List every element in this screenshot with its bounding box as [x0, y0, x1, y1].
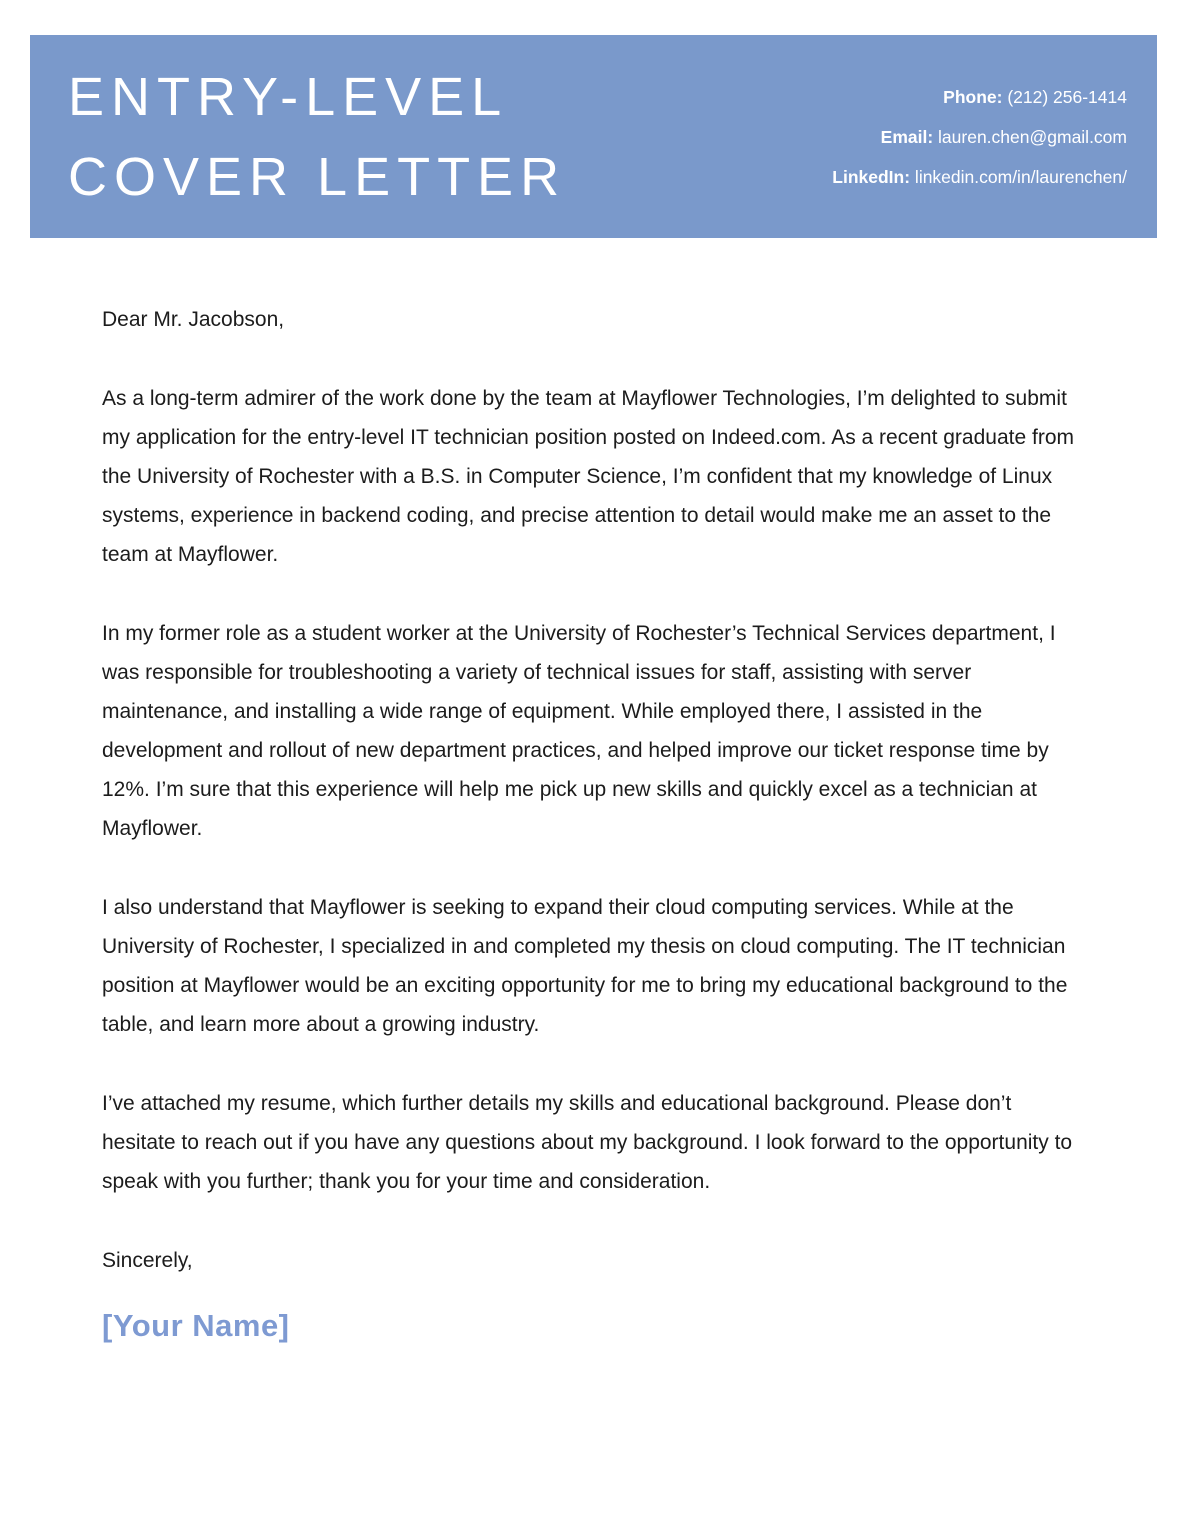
contact-phone	[832, 77, 1127, 117]
linkedin-label: LinkedIn:	[832, 166, 911, 187]
linkedin-value: linkedin.com/in/laurenchen/	[910, 166, 1127, 187]
signature-placeholder: [Your Name]	[102, 1308, 290, 1343]
document-title	[68, 57, 566, 217]
email-value: lauren.chen@gmail.com	[933, 126, 1127, 147]
paragraph-2: In my former role as a student worker at the University of Rochester’s Technical Services department, I was responsible for troubleshooting a variety of technical issues for staff, assisting with server maintenance, and installing a wide range of equipment. While employed there, I assisted in the development and rollout of new department practices, and helped improve our ticket response time by 12%. I’m sure that this experience will help me pick up new skills and quickly excel as a technician at Mayflower.	[102, 622, 1056, 840]
phone-label: Phone:	[943, 86, 1003, 107]
contact-linkedin	[832, 157, 1127, 197]
closing: Sincerely,	[102, 1249, 193, 1272]
paragraph-4: I’ve attached my resume, which further details my skills and educational background. Please don’t hesitate to reach out if you have any questions about my background. I look forward to the opportunity to speak with you further; thank you for your time and consideration.	[102, 1092, 1073, 1193]
salutation: Dear Mr. Jacobson,	[102, 308, 285, 331]
contact-info	[832, 77, 1127, 197]
contact-email	[832, 117, 1127, 157]
email-label: Email:	[880, 126, 934, 147]
title-line-2: COVER LETTER	[68, 146, 567, 207]
header-band	[30, 35, 1157, 238]
phone-value: (212) 256-1414	[1002, 86, 1127, 107]
title-line-1: ENTRY-LEVEL	[68, 66, 509, 127]
letter-body	[102, 300, 1087, 1345]
paragraph-1: As a long-term admirer of the work done by the team at Mayflower Technologies, I’m delighted to submit my application for the entry-level IT technician position posted on Indeed.com. As a recent graduate from the University of Rochester with a B.S. in Computer Science, I’m confident that my knowledge of Linux systems, experience in backend coding, and precise attention to detail would make me an asset to the team at Mayflower.	[102, 387, 1074, 566]
paragraph-3: I also understand that Mayflower is seeking to expand their cloud computing services. While at the University of Rochester, I specialized in and completed my thesis on cloud computing. The IT technician position at Mayflower would be an exciting opportunity for me to bring my educational background to the table, and learn more about a growing industry.	[102, 896, 1068, 1036]
